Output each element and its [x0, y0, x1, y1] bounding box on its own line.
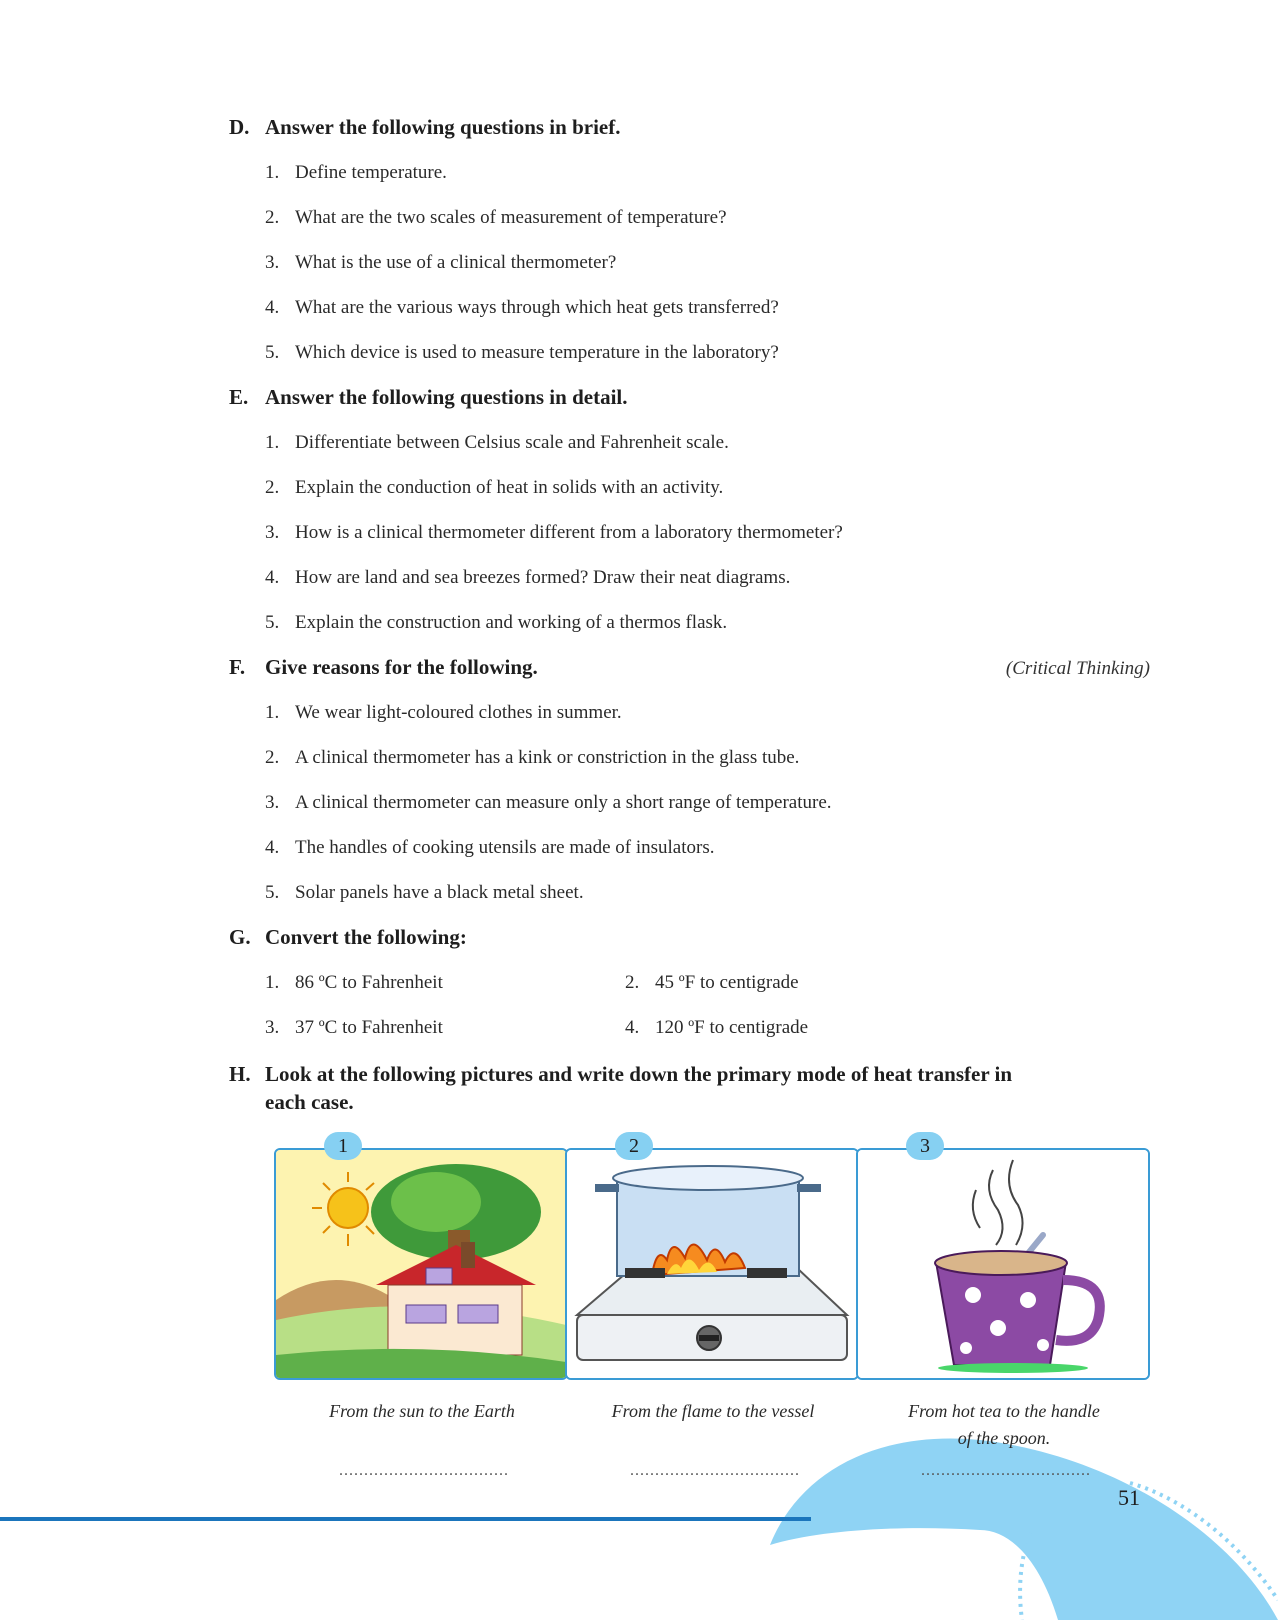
question-number: 3.	[265, 1017, 280, 1038]
question-number: 2.	[265, 477, 280, 498]
question-f3	[265, 792, 832, 814]
question-g2	[625, 972, 799, 994]
picture-panel-2	[565, 1148, 859, 1380]
question-f1	[265, 702, 622, 724]
question-text: 86 ºC to Fahrenheit	[295, 972, 443, 993]
question-number: 1.	[265, 162, 280, 183]
question-text: How is a clinical thermometer different from a laboratory thermometer?	[295, 522, 843, 543]
question-number: 1.	[265, 432, 280, 453]
answer-blank-1[interactable]: ..................................	[339, 1462, 509, 1479]
section-f-heading	[229, 655, 538, 680]
picture-badge-3: 3	[906, 1132, 944, 1160]
question-text: A clinical thermometer can measure only a short range of temperature.	[295, 792, 832, 813]
question-number: 5.	[265, 612, 280, 633]
caption-text: From the flame to the vessel	[611, 1401, 815, 1421]
sun-house-illustration	[276, 1150, 566, 1378]
question-d5	[265, 342, 779, 364]
question-e2	[265, 477, 723, 499]
section-title: Give reasons for the following.	[265, 655, 538, 679]
picture-caption-2	[578, 1398, 848, 1425]
section-title-line1: Look at the following pictures and write down the primary mode of heat transfer in	[265, 1062, 1013, 1086]
question-e1	[265, 432, 729, 454]
question-text: What is the use of a clinical thermometer?	[295, 252, 617, 273]
question-text: What are the various ways through which heat gets transferred?	[295, 297, 779, 318]
question-number: 5.	[265, 342, 280, 363]
question-text: How are land and sea breezes formed? Draw their neat diagrams.	[295, 567, 791, 588]
question-text: Solar panels have a black metal sheet.	[295, 882, 584, 903]
caption-text: From hot tea to the handle	[908, 1401, 1100, 1421]
question-text: The handles of cooking utensils are made of insulators.	[295, 837, 715, 858]
question-number: 1.	[265, 702, 280, 723]
question-number: 3.	[265, 522, 280, 543]
question-text: 45 ºF to centigrade	[655, 972, 799, 993]
critical-thinking-note: (Critical Thinking)	[1005, 658, 1150, 679]
page-number: 51	[1118, 1485, 1140, 1510]
section-letter: G.	[229, 925, 251, 949]
question-number: 5.	[265, 882, 280, 903]
answer-blank-2[interactable]: ..................................	[630, 1462, 800, 1479]
question-d3	[265, 252, 616, 274]
question-g3	[265, 1017, 443, 1039]
question-number: 2.	[265, 747, 280, 768]
question-f5	[265, 882, 584, 904]
question-text: A clinical thermometer has a kink or constriction in the glass tube.	[295, 747, 800, 768]
question-f4	[265, 837, 714, 859]
caption-text-line2: of the spoon.	[957, 1428, 1051, 1448]
caption-text: From the sun to the Earth	[329, 1401, 515, 1421]
question-number: 4.	[625, 1017, 640, 1038]
question-f2	[265, 747, 799, 769]
picture-caption-3	[869, 1398, 1139, 1452]
question-number: 2.	[265, 207, 280, 228]
question-e5	[265, 612, 727, 634]
question-e4	[265, 567, 790, 589]
picture-panel-1	[274, 1148, 568, 1380]
section-title: Answer the following questions in detail.	[265, 385, 628, 409]
question-g1	[265, 972, 443, 994]
picture-badge-2: 2	[615, 1132, 653, 1160]
question-number: 4.	[265, 297, 280, 318]
question-text: 120 ºF to centigrade	[655, 1017, 809, 1038]
section-d-heading	[229, 115, 620, 140]
question-d2	[265, 207, 727, 229]
question-text: Define temperature.	[295, 162, 447, 183]
picture-badge-1: 1	[324, 1132, 362, 1160]
footer-rule	[0, 1517, 811, 1521]
question-text: Differentiate between Celsius scale and Fahrenheit scale.	[295, 432, 729, 453]
section-title: Answer the following questions in brief.	[265, 115, 621, 139]
question-text: Which device is used to measure temperature in the laboratory?	[295, 342, 779, 363]
picture-caption-1	[287, 1398, 557, 1425]
question-text: We wear light-coloured clothes in summer.	[295, 702, 622, 723]
question-number: 2.	[625, 972, 640, 993]
section-letter: F.	[229, 655, 246, 679]
question-text: What are the two scales of measurement of temperature?	[295, 207, 727, 228]
section-title-line2: each case.	[265, 1090, 354, 1114]
section-letter: E.	[229, 385, 249, 409]
tea-cup-illustration	[858, 1150, 1148, 1378]
section-letter: D.	[229, 115, 250, 139]
question-text: Explain the construction and working of a thermos flask.	[295, 612, 728, 633]
picture-panel-3	[856, 1148, 1150, 1380]
section-title: Convert the following:	[265, 925, 467, 949]
question-number: 3.	[265, 792, 280, 813]
question-d4	[265, 297, 779, 319]
question-d1	[265, 162, 447, 184]
answer-blank-3[interactable]: ..................................	[921, 1462, 1091, 1479]
section-e-heading	[229, 385, 628, 410]
pot-on-stove-illustration	[567, 1150, 857, 1378]
question-text: Explain the conduction of heat in solids with an activity.	[295, 477, 724, 498]
section-h-heading	[229, 1060, 1129, 1116]
section-g-heading	[229, 925, 467, 950]
question-number: 1.	[265, 972, 280, 993]
section-letter: H.	[229, 1062, 251, 1086]
question-number: 4.	[265, 567, 280, 588]
question-number: 4.	[265, 837, 280, 858]
question-g4	[625, 1017, 808, 1039]
question-text: 37 ºC to Fahrenheit	[295, 1017, 443, 1038]
question-e3	[265, 522, 843, 544]
question-number: 3.	[265, 252, 280, 273]
